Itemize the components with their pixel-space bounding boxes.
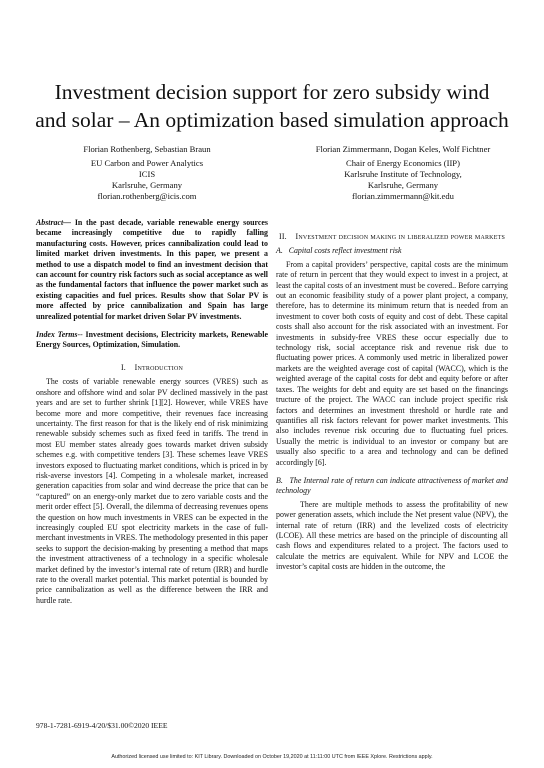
author-names: Florian Zimmermann, Dogan Keles, Wolf Fichtner: [315, 144, 491, 154]
abstract-text: In the past decade, variable renewable energy sources became increasingly competitive due to rapidly falling manufacturing costs. However, prices cannibalization could lead to limited market driven investments. In this paper, we present a method to use a dispatch model to find an investment decision that can account for country risk factors such as social acceptance as well as the fundamental factors that influence the power market such as existing capacities and fuel prices. Results show that Solar PV is more affected by price cannibalization and Spain has large unrealized potential for market driven Solar PV investments.: [36, 218, 268, 321]
index-terms-label: Index Terms--: [36, 330, 83, 340]
author-affiliation: EU Carbon and Power Analytics: [90, 158, 204, 168]
author-email[interactable]: florian.zimmermann@kit.edu: [352, 191, 454, 201]
author-organization: ICIS: [138, 169, 156, 179]
index-terms-text: Investment decisions, Electricity markets, Renewable Energy Sources, Optimization, Simulation.: [36, 330, 268, 350]
abstract-label: Abstract—: [36, 218, 72, 227]
abstract: [36, 218, 268, 322]
author-affiliation: Chair of Energy Economics (IIP): [346, 158, 460, 168]
title-line-1: Investment decision support for zero subsidy wind: [54, 80, 490, 104]
author-block-left: [22, 144, 272, 202]
introduction-text: The costs of variable renewable energy sources (VRES) such as onshore and offshore wind and solar PV declined massively in the past years and are set to further shrink [1][2]. However, while VRES have become more and more competitive, their revenues face increasing uncertainty. The first reason for that is the likely end of risk minimizing renewable subsidy schemes such as fixed feed in tariffs. The trend in most EU member states already goes towards market driven subsidy schemes e.g. with competitive tenders [3]. These schemes leave VRES investors exposed to fluctuating market conditions, which is priced in by risk-averse investors [4]. Competing in a wholesale market, increased generation capacities from solar and wind decrease the price that can be “captured” on an energy-only market due to zero variable costs and the merit order effect [5]. Overall, the dilemma of decreasing revenues opens the question on how much investments in VRES can be expected in the increasingly coupled EU spot electricity markets in the case of full-merchant investments in VRES. The methodology presented in this paper seeks to support the decision-making by presenting a method that maps the investment attractiveness of a technology in a specific wholesale market defined by the investor’s internal rate of return (IRR) and hurdle rate to the overall market potential. This market potential is bounded by price cannibalization as well as the difference between the IRR and hurdle rate.: [36, 377, 269, 605]
subsection-heading-b: B. The Internal rate of return can indicate attractiveness of market and technology: [276, 475, 508, 496]
subsection-b-text: There are multiple methods to assess the profitability of new power generation assets, which include the Net present value (NPV), the internal rate of return (IRR) and the levelized costs of electricity (LCOE). All these metrics are based on the principle of discounting all cash flows and expenditures related to a project. The factors used to calculate the metrics are equivalent. While for NPV and LCOE the investor’s capital costs are hidden in the outcome, the: [276, 499, 508, 572]
author-names: Florian Rothenberg, Sebastian Braun: [83, 144, 211, 154]
right-column: [276, 226, 508, 573]
title-line-2: and solar – An optimization based simulation approach: [35, 108, 509, 132]
license-notice: Authorized licensed use limited to: KIT Library. Downloaded on October 19,2020 at 11:11:00 UTC from IEEE Xplore. Restrictions apply.: [111, 754, 433, 760]
author-block-right: [278, 144, 528, 202]
left-column: [36, 218, 268, 606]
author-organization: Karlsruhe Institute of Technology,: [344, 169, 462, 179]
section-heading-investment: II. Investment decision making in liberalized power markets: [279, 232, 505, 241]
copyright-notice: 978-1-7281-6919-4/20/$31.00©2020 IEEE: [36, 721, 168, 730]
index-terms: [36, 330, 268, 351]
author-location: Karlsruhe, Germany: [111, 180, 183, 190]
author-email[interactable]: florian.rothenberg@icis.com: [97, 191, 197, 201]
subsection-heading-a: A. Capital costs reflect investment risk: [276, 246, 402, 256]
section-heading-introduction: I. Introduction: [120, 362, 184, 372]
subsection-a-text: From a capital providers’ perspective, capital costs are the minimum rate of return in percent that they would expect to invest in a project, at least the capital costs of an investment must be covered.. Before carrying out an economic feasibility study of a power plant project, a company, therefore, has to determine its minimum return that is needed from an investment to cover both costs of equity and cost of debt. These capital costs shall also account for the risk associated with an investment. For investments in subsidy-free VRES these occur especially due to technology risk, social acceptance risk and revenue risk due to fluctuating power prices. A commonly used metric in liberalized power markets are the weighted average cost of capital (WACC), which is the weighted average of the capital costs for debt and equity before or after taxes. The weights for debt and equity are set based on the financings tructure of the project. The WACC can include project specific risk factors and determines an investment threshold or hurdle rate and quantifies all risk factors relevant for power market investments. This also includes revenue risk occuring due to fluctuating fuel prices. Usually the metric is individual to an investor or company but are usually also specific to a area and technology and can be defined accordingly [6].: [276, 259, 508, 467]
paper-title: [0, 78, 544, 134]
author-location: Karlsruhe, Germany: [367, 180, 439, 190]
